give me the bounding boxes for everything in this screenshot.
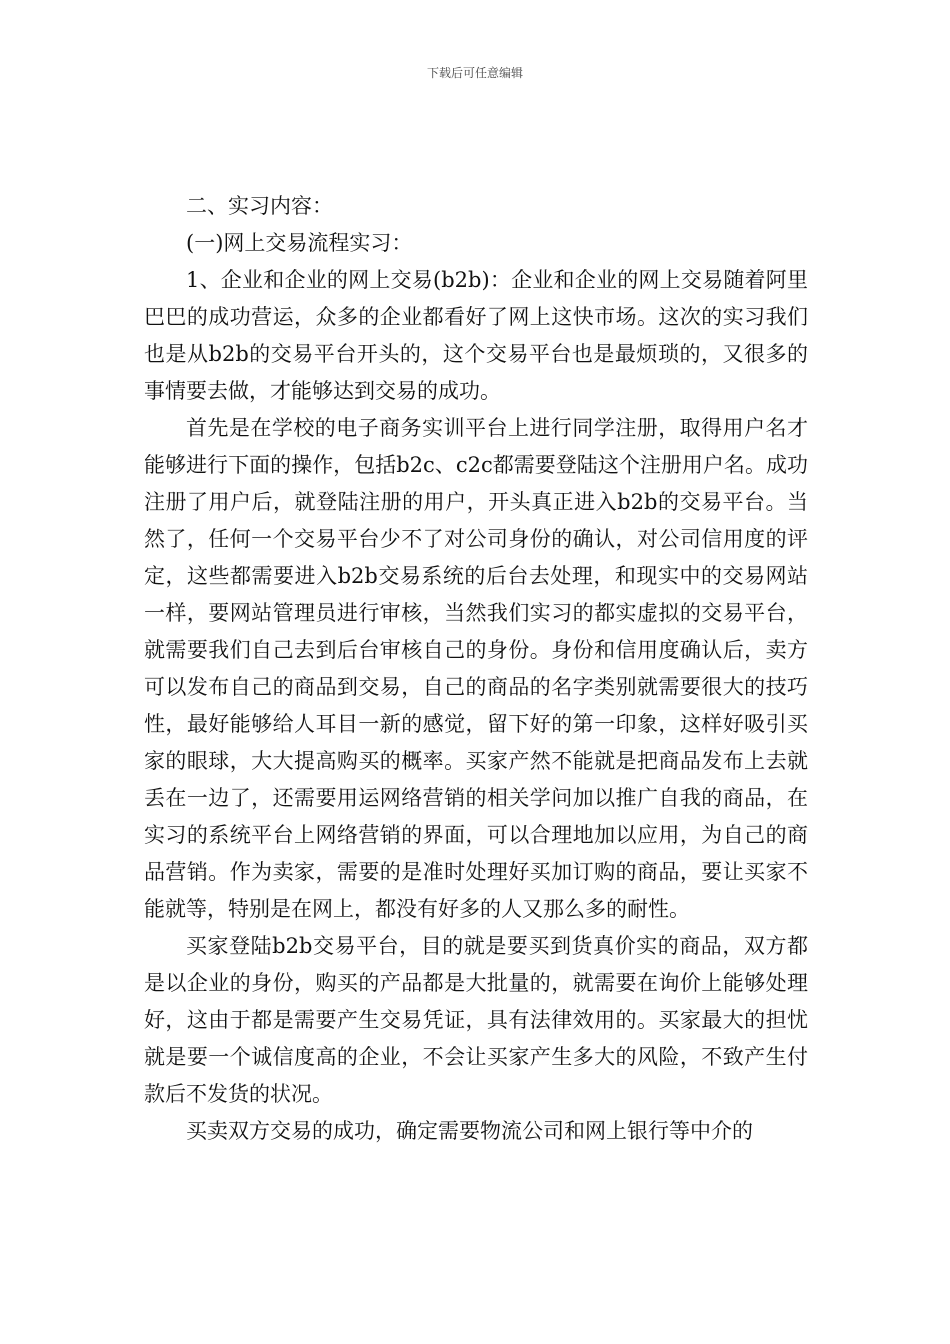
document-body <box>144 188 808 1150</box>
section-heading: 二、实习内容： <box>186 194 333 218</box>
subsection-heading: (一)网上交易流程实习： <box>186 231 413 255</box>
page-header-note: 下载后可任意编辑 <box>426 66 523 80</box>
paragraph-buyer: 买家登陆b2b交易平台，目的就是要买到货真价实的商品，双方都是以企业的身份，购买的产品都是大批量的，就需要在询价上能够处理好，这由于都是需要产生交易凭证，具有法律效用的。买家最大的担忧就是要一个诚信度高的企业，不会让买家产生多大的风险，不致产生付款后不发货的状况。 <box>144 934 808 1106</box>
paragraph-transaction-success: 买卖双方交易的成功，确定需要物流公司和网上银行等中介的 <box>186 1119 753 1143</box>
paragraph-b2b-intro: 1、企业和企业的网上交易(b2b)：企业和企业的网上交易随着阿里巴巴的成功营运，众多的企业都看好了网上这快市场。这次的实习我们也是从b2b的交易平台开头的，这个交易平台也是最烦琐的，又很多的事情要去做，才能够达到交易的成功。 <box>144 268 808 403</box>
paragraph-registration: 首先是在学校的电子商务实训平台上进行同学注册，取得用户名才能够进行下面的操作，包括b2c、c2c都需要登陆这个注册用户名。成功注册了用户后，就登陆注册的用户，开头真正进入b2b的交易平台。当然了，任何一个交易平台少不了对公司身份的确认，对公司信用度的评定，这些都需要进入b2b交易系统的后台去处理，和现实中的交易网站一样，要网站管理员进行审核，当然我们实习的都实虚拟的交易平台，就需要我们自己去到后台审核自己的身份。身份和信用度确认后，卖方可以发布自己的商品到交易，自己的商品的名字类别就需要很大的技巧性，最好能够给人耳目一新的感觉，留下好的第一印象，这样好吸引买家的眼球，大大提高购买的概率。买家产然不能就是把商品发布上去就丢在一边了，还需要用运网络营销的相关学问加以推广自我的商品，在实习的系统平台上网络营销的界面，可以合理地加以应用，为自己的商品营销。作为卖家，需要的是准时处理好买加订购的商品，要让买家不能就等，特别是在网上，都没有好多的人又那么多的耐性。 <box>144 416 808 921</box>
